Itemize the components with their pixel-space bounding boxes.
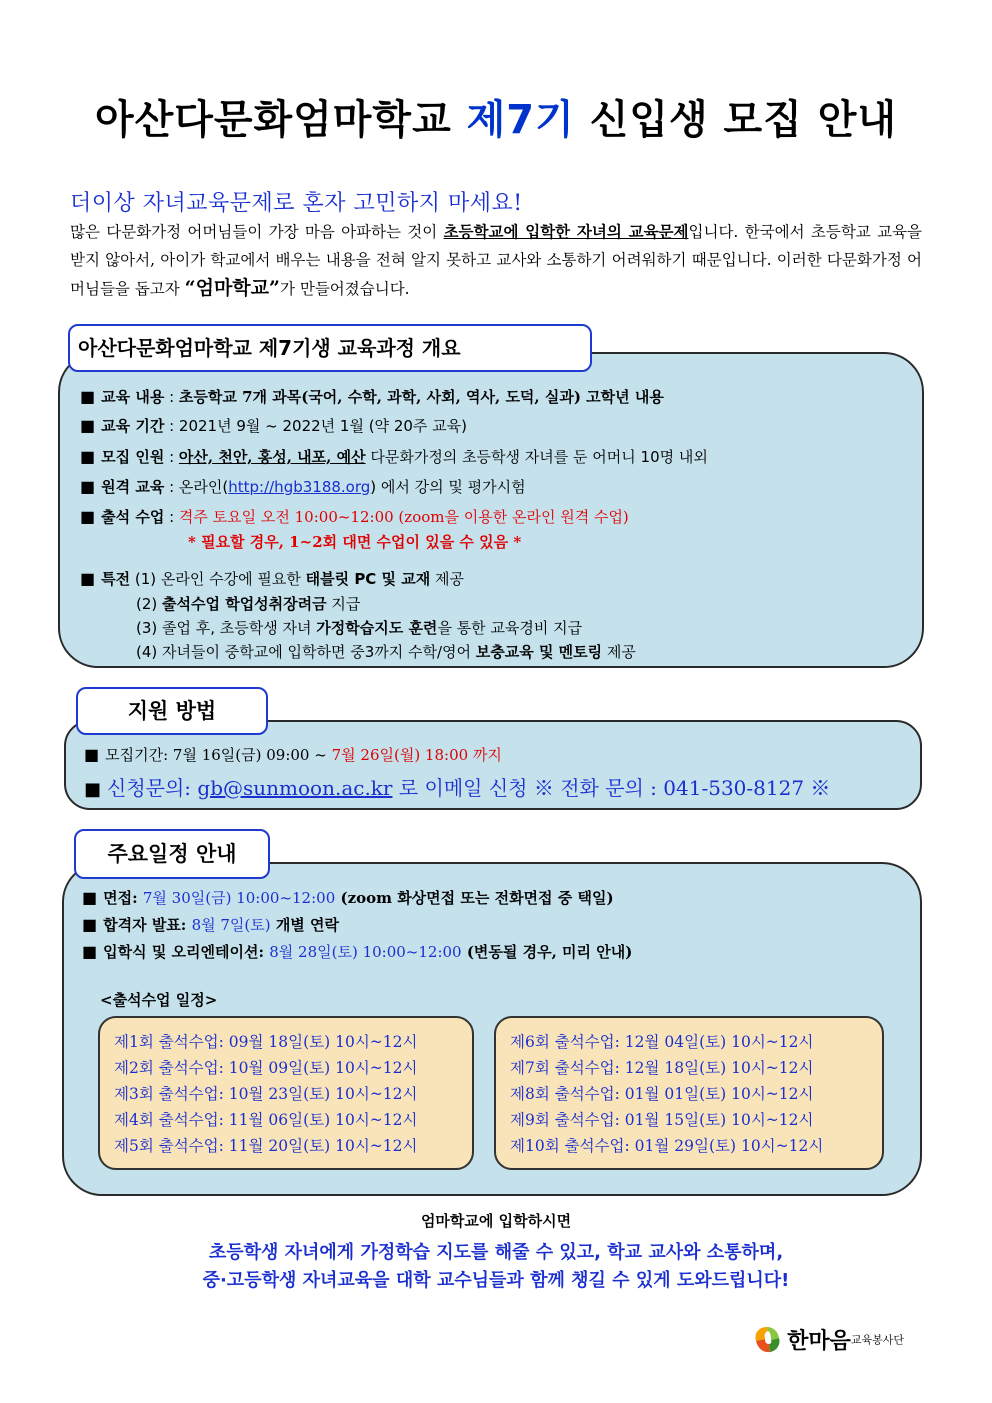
class-item: 제6회 출석수업: 12월 04일(토) 10시~12시 [510,1033,814,1051]
class-item: 제2회 출석수업: 10월 09일(토) 10시~12시 [114,1059,418,1077]
course-perk3: (3) 졸업 후, 초등학생 자녀 가정학습지도 훈련을 통한 교육경비 지급 [136,619,583,637]
intro-paragraph: 많은 다문화가정 어머님들이 가장 마음 아파하는 것이 초등학교에 입학한 자녀의 교육문제입니다. 한국에서 초등학교 교육을 받지 않아서, 아이가 학교에서 배우는 내용을 전혀 알지 못하고 교사와 소통하기 어려워하기 때문입니다. 이러한 다문화가정 어머님들을 돕고자 “엄마학교”가 만들어졌습니다. [70,222,922,299]
course-remote-row: ■ 원격 교육 : 온라인(http://hgb3188.org) 에서 강의 및 평가시험 [80,477,526,496]
apply-inquiry-row: ■ 신청문의: gb@sunmoon.ac.kr 로 이메일 신청 ※ 전화 문의 : 041-530-8127 ※ [84,776,831,800]
logo-sub: 교육봉사단 [850,1333,904,1347]
class-item: 제5회 출석수업: 11월 20일(토) 10시~12시 [114,1137,418,1155]
page-title: 아산다문화엄마학교 제7기 신입생 모집 안내 [94,97,898,143]
course-attend-row: ■ 출석 수업 : 격주 토요일 오전 10:00~12:00 (zoom을 이용한 온라인 원격 수업) [80,507,629,526]
class-item: 제7회 출석수업: 12월 18일(토) 10시~12시 [510,1059,814,1077]
apply-period-row: ■ 모집기간: 7월 16일(금) 09:00 ~ 7월 26일(월) 18:00 까지 [84,745,502,764]
organization-logo [752,1324,904,1356]
result-row: ■ 합격자 발표: 8월 7일(토) 개별 연락 [82,915,339,934]
class-item: 제9회 출석수업: 01월 15일(토) 10시~12시 [510,1111,814,1129]
course-period-row: ■ 교육 기간 : 2021년 9월 ~ 2022년 1월 (약 20주 교육) [80,416,467,435]
orientation-row: ■ 입학식 및 오리엔테이션: 8월 28일(토) 10:00~12:00 (변동될 경우, 미리 안내) [82,942,633,961]
remote-link[interactable]: http://hgb3188.org [228,478,371,496]
course-perk4: (4) 자녀들이 중학교에 입학하면 중3까지 수학/영어 보충교육 및 멘토링 제공 [136,643,636,661]
class-item: 제8회 출석수업: 01월 01일(토) 10시~12시 [510,1085,814,1103]
closing-line-1: 엄마학교에 입학하시면 [420,1212,572,1230]
hanmaeum-logo-icon [752,1325,782,1355]
schedule-box-left [98,1016,474,1170]
course-perk1: ■ 특전 (1) 온라인 수강에 필요한 태블릿 PC 및 교재 제공 [80,569,464,588]
subheading: 더이상 자녀교육문제로 혼자 고민하지 마세요! [70,191,523,216]
class-item: 제4회 출석수업: 11월 06일(토) 10시~12시 [114,1111,418,1129]
email-link[interactable]: gb@sunmoon.ac.kr [197,776,393,800]
classes-title: <출석수업 일정> [100,991,218,1009]
logo-name: 한마음 [787,1329,851,1354]
interview-row: ■ 면접: 7월 30일(금) 10:00~12:00 (zoom 화상면접 또는 전화면접 중 택일) [82,888,614,907]
closing-line-3: 중·고등학생 자녀교육을 대학 교수님들과 함께 챙길 수 있게 도와드립니다! [202,1270,790,1291]
schedule-box-right [494,1016,884,1170]
class-item: 제10회 출석수업: 01월 29일(토) 10시~12시 [510,1137,824,1155]
class-item: 제3회 출석수업: 10월 23일(토) 10시~12시 [114,1085,418,1103]
course-recruit-row: ■ 모집 인원 : 아산, 천안, 홍성, 내포, 예산 다문화가정의 초등학생 자녀를 둔 어머니 10명 내외 [80,447,708,466]
apply-tab: 지원 방법 [76,687,268,735]
class-item: 제1회 출석수업: 09월 18일(토) 10시~12시 [114,1033,418,1051]
course-perk2: (2) 출석수업 학업성취장려금 지급 [136,595,361,613]
closing-line-2: 초등학생 자녀에게 가정학습 지도를 해줄 수 있고, 학교 교사와 소통하며, [208,1242,784,1263]
course-content-row: ■ 교육 내용 : 초등학교 7개 과목(국어, 수학, 과학, 사회, 역사, 도덕, 실과) 고학년 내용 [80,387,664,406]
schedule-tab: 주요일정 안내 [74,829,270,879]
course-tab: 아산다문화엄마학교 제7기생 교육과정 개요 [68,324,592,372]
course-attend-note: * 필요할 경우, 1~2회 대면 수업이 있을 수 있음 * [188,533,522,551]
